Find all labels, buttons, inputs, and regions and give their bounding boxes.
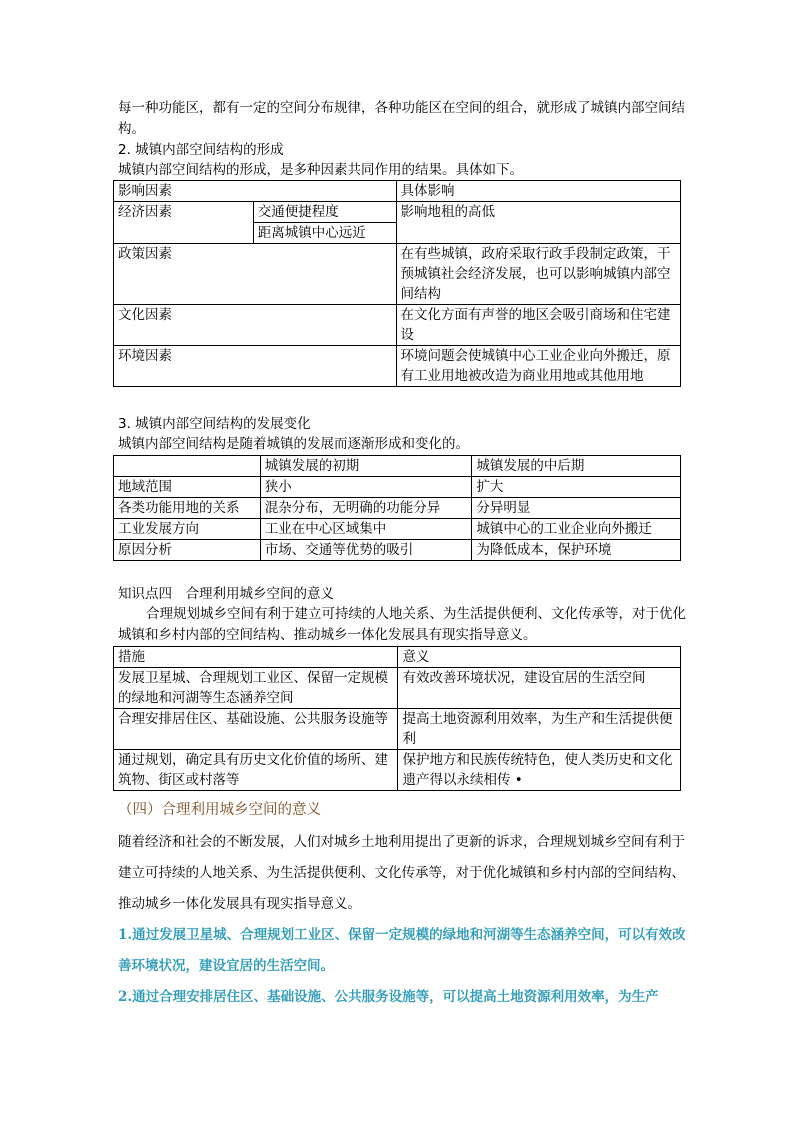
table-cell: 在文化方面有声誉的地区会吸引商场和住宅建设 <box>396 305 681 346</box>
table-header-cell: 措施 <box>114 647 398 668</box>
table-cell: 城镇中心的工业企业向外搬迁 <box>472 519 681 540</box>
table-cell: 有效改善环境状况，建设宜居的生活空间 <box>398 668 681 709</box>
table-row <box>114 346 681 387</box>
table-row <box>114 244 681 305</box>
table-cell: 政策因素 <box>114 244 397 305</box>
section4-lead: 合理规划城乡空间有利于建立可持续的人地关系、为生活提供便利、文化传承等，对于优化城镇和乡村内部的空间结构、推动城乡一体化发展具有现实指导意义。 <box>118 606 686 643</box>
table-cell: 原因分析 <box>114 540 261 561</box>
section5-point-2: 2.通过合理安排居住区、基础设施、公共服务设施等，可以提高土地资源利用效率，为生产 <box>118 989 659 1005</box>
table-row <box>114 181 681 202</box>
table-cell: 经济因素 <box>114 202 254 244</box>
table-cell: 为降低成本，保护环境 <box>472 540 681 561</box>
table-cell: 发展卫星城、合理规划工业区、保留一定规模的绿地和河湖等生态涵养空间 <box>114 668 398 709</box>
section2-lead: 城镇内部空间结构的形成，是多种因素共同作用的结果。具体如下。 <box>118 162 523 178</box>
table-cell: 扩大 <box>472 477 681 498</box>
table-cell: 保护地方和民族传统特色，使人类历史和文化遗产得以永续相传 • <box>398 750 681 791</box>
table-cell: 环境问题会使城镇中心工业企业向外搬迁，原有工业用地被改造为商业用地或其他用地 <box>396 346 681 387</box>
table-cell: 分异明显 <box>472 498 681 519</box>
table-cell: 合理安排居住区、基础设施、公共服务设施等 <box>114 709 398 750</box>
table-header-cell: 城镇发展的中后期 <box>472 456 681 477</box>
table-cell: 提高土地资源利用效率，为生产和生活提供便利 <box>398 709 681 750</box>
section2-heading: 2. 城镇内部空间结构的形成 <box>118 142 284 158</box>
table-row <box>114 202 681 223</box>
table-cell: 距离城镇中心远近 <box>253 223 396 244</box>
intro-paragraph: 每一种功能区，都有一定的空间分布规律，各种功能区在空间的组合，就形成了城镇内部空间结构。 <box>118 100 685 137</box>
table-header-cell: 城镇发展的初期 <box>260 456 472 477</box>
table-row <box>114 519 681 540</box>
table-cell: 各类功能用地的关系 <box>114 498 261 519</box>
table-row <box>114 477 681 498</box>
section5-body: 随着经济和社会的不断发展，人们对城乡土地利用提出了更新的诉求，合理规划城乡空间有利于建立可持续的人地关系、为生活提供便利、文化传承等，对于优化城镇和乡村内部的空间结构、推动城乡一体化发展具有现实指导意义。 <box>118 834 685 912</box>
table-row <box>114 498 681 519</box>
table-cell: 狭小 <box>260 477 472 498</box>
table-cell: 在有些城镇，政府采取行政手段制定政策，干预城镇社会经济发展，也可以影响城镇内部空间结构 <box>396 244 681 305</box>
table-header-cell: 具体影响 <box>396 181 681 202</box>
factors-table <box>113 180 681 387</box>
table-row <box>114 709 681 750</box>
table-header-cell: 影响因素 <box>114 181 397 202</box>
table-row <box>114 540 681 561</box>
table-cell: 文化因素 <box>114 305 397 346</box>
table-cell: 混杂分布，无明确的功能分异 <box>260 498 472 519</box>
table-header-cell: 意义 <box>398 647 681 668</box>
section4-heading: 知识点四 合理利用城乡空间的意义 <box>118 586 334 602</box>
section3-heading: 3. 城镇内部空间结构的发展变化 <box>118 416 311 432</box>
table-cell: 影响地租的高低 <box>396 202 681 244</box>
table-cell: 市场、交通等优势的吸引 <box>260 540 472 561</box>
table-cell: 通过规划，确定具有历史文化价值的场所、建筑物、街区或村落等 <box>114 750 398 791</box>
table-cell: 地域范围 <box>114 477 261 498</box>
table-cell: 工业在中心区域集中 <box>260 519 472 540</box>
table-row <box>114 456 681 477</box>
table-row <box>114 750 681 791</box>
table-cell: 环境因素 <box>114 346 397 387</box>
section3-lead: 城镇内部空间结构是随着城镇的发展而逐渐形成和变化的。 <box>118 436 469 452</box>
measures-table <box>113 646 681 791</box>
table-row <box>114 305 681 346</box>
section5-point-1: 1.通过发展卫星城、合理规划工业区、保留一定规模的绿地和河湖等生态涵养空间，可以有效改善环境状况，建设宜居的生活空间。 <box>118 927 686 974</box>
section5-heading: （四）合理利用城乡空间的意义 <box>118 802 321 818</box>
table-row <box>114 668 681 709</box>
table-row <box>114 647 681 668</box>
development-table <box>113 455 681 561</box>
table-cell: 工业发展方向 <box>114 519 261 540</box>
table-header-cell <box>114 456 261 477</box>
table-cell: 交通便捷程度 <box>253 202 396 223</box>
